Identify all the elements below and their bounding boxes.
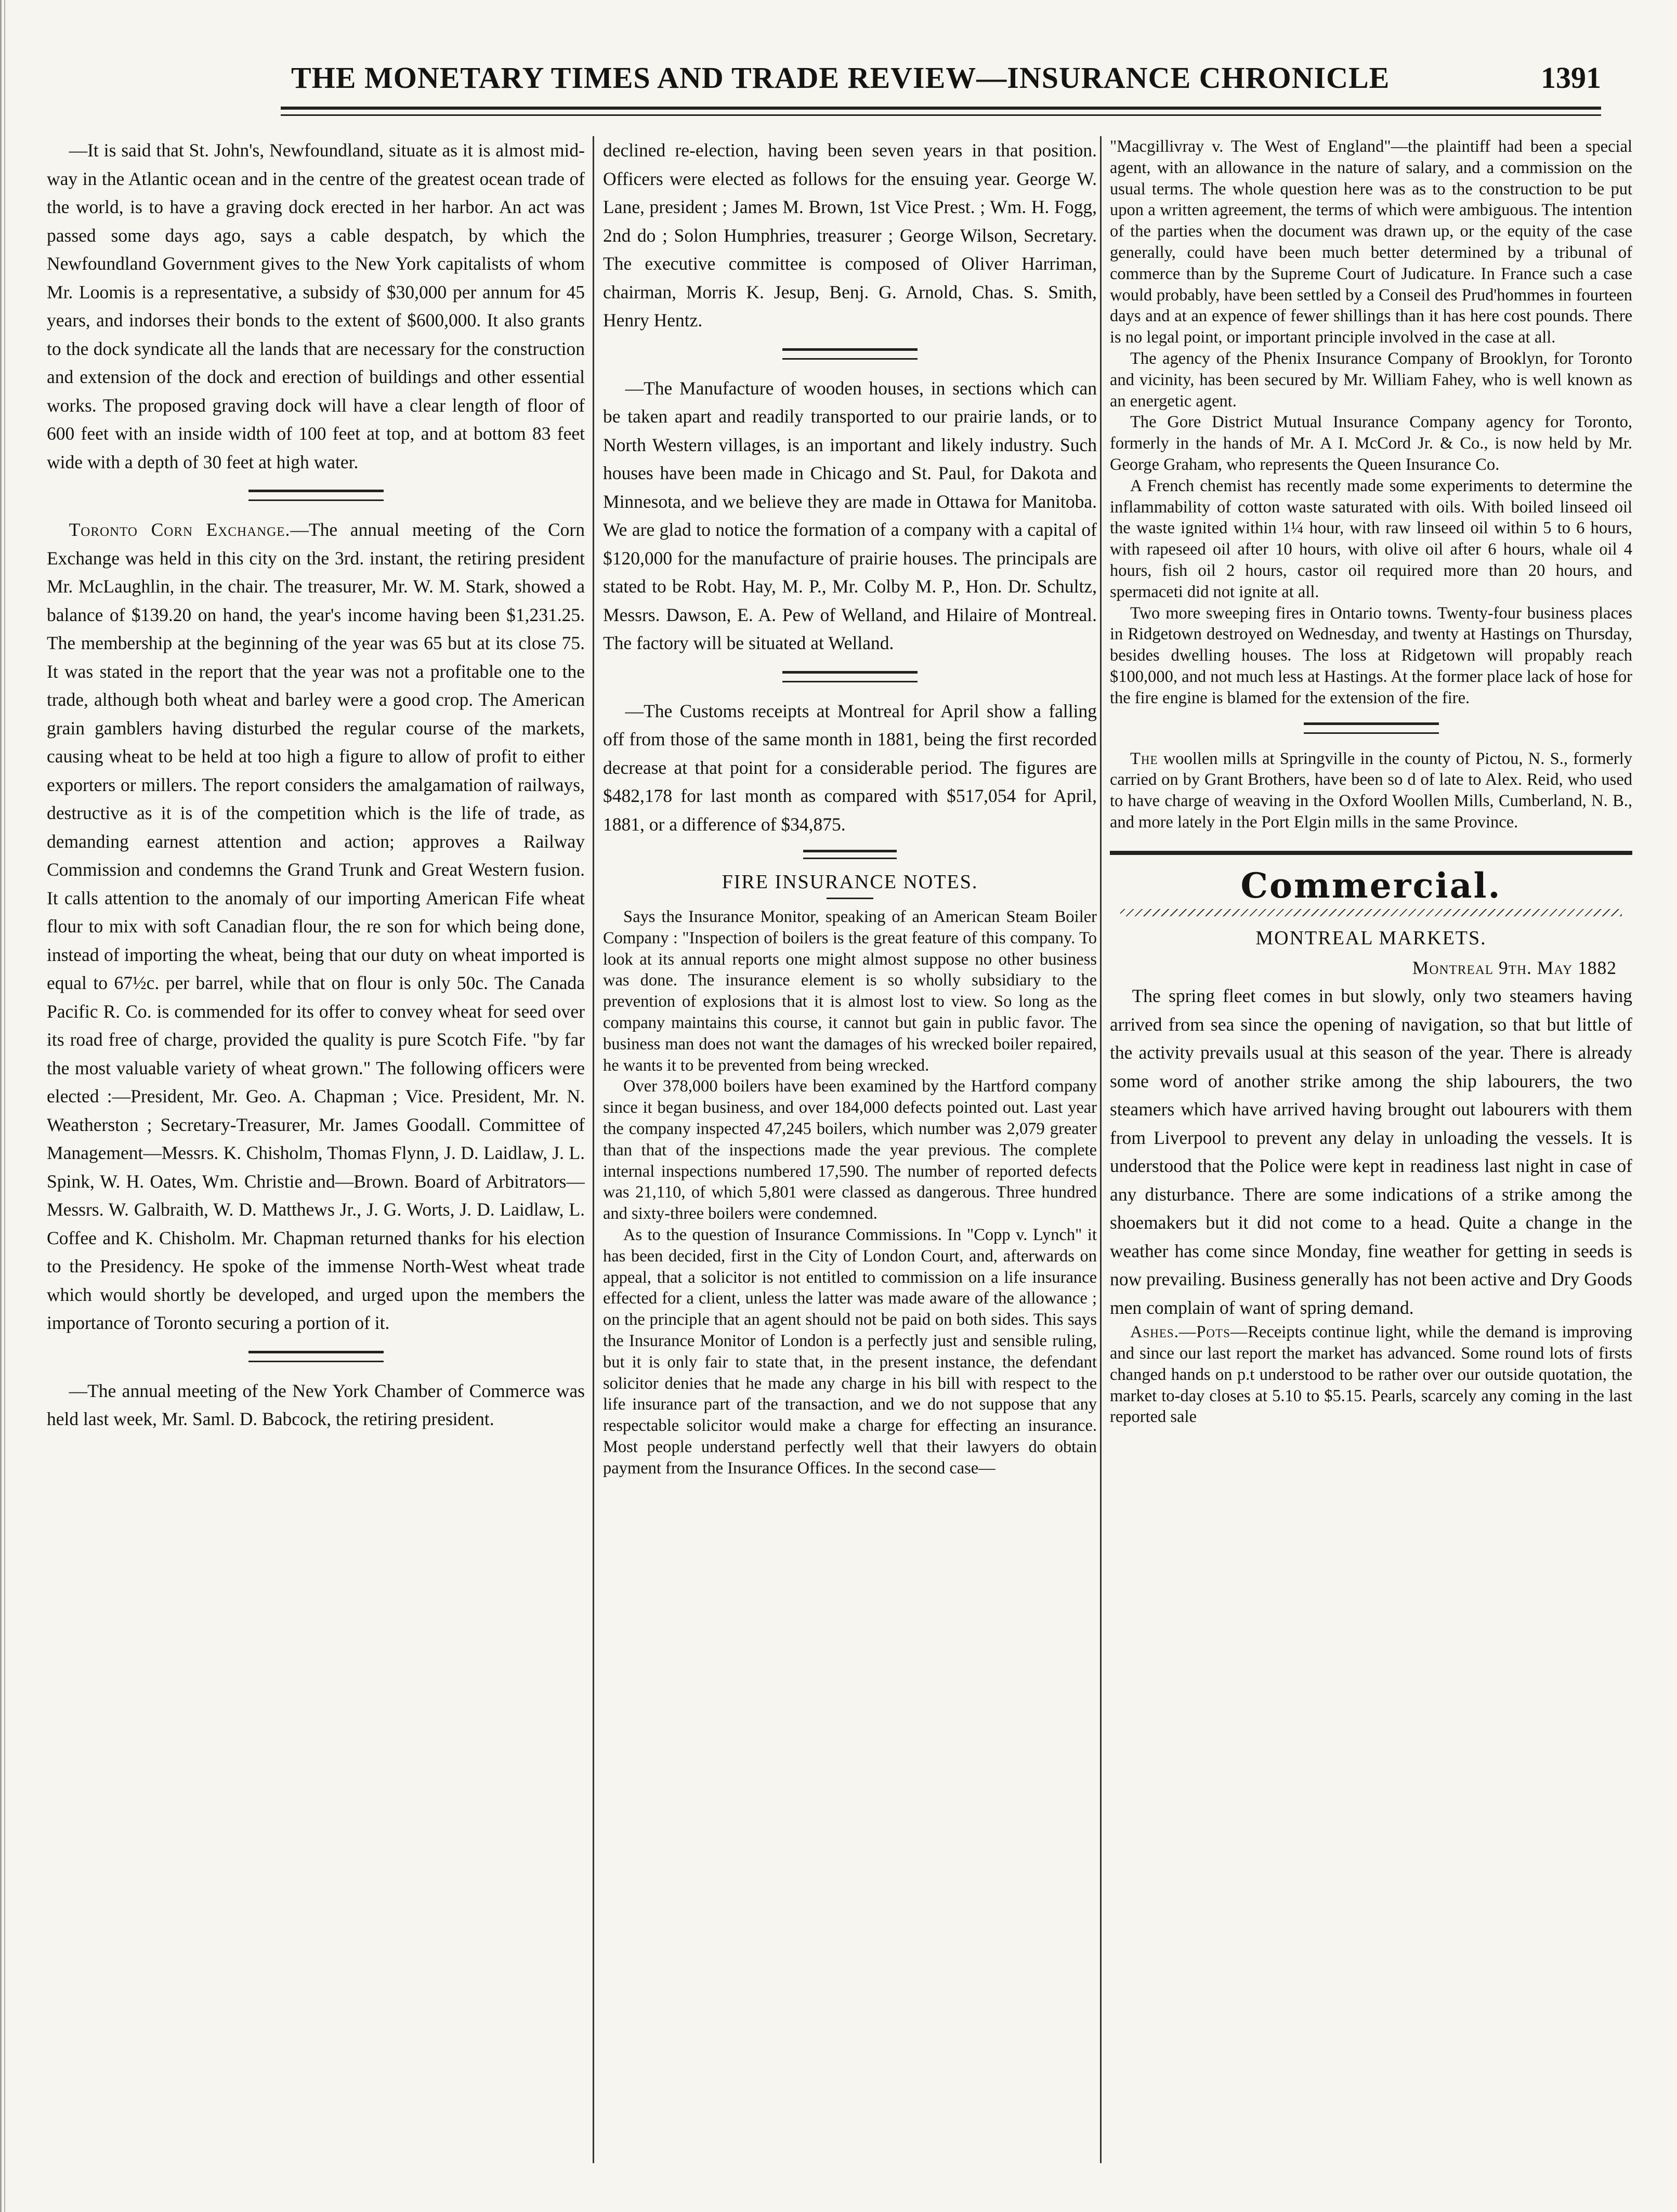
article-lead: The <box>1130 749 1158 768</box>
article-ashes <box>1110 1322 1632 1428</box>
section-heading-fire-insurance: FIRE INSURANCE NOTES. <box>722 871 978 893</box>
dateline: Montreal 9th. May 1882 <box>1412 957 1617 978</box>
article-insurance-commissions: As to the question of Insurance Commissions. In "Copp v. Lynch" it has been decided, first in the City of London Court, and, afterwards on appeal, that a solicitor is not entitled to commission on a life insurance effected for a client, unless the latter was made aware of the allowance ; on the principle that an agent should not be paid on both sides. This says the Insurance Monitor of London is a perfectly just and sensible ruling, but it is only fair to state that, in the present instance, the defendant solicitor denies that he made any charge in his bill with respect to the life insurance part of the transaction, and we do not suppose that any respectable solicitor would make a charge for effecting an insurance. Most people understand perfectly well that their lawyers do obtain payment from the Insurance Offices. In the second case— <box>603 1225 1097 1478</box>
separator-rule <box>1304 722 1439 734</box>
article-wooden-houses: —The Manufacture of wooden houses, in sections which can be taken apart and readily transported to our prairie lands, or to North Western villages, is an important and likely industry. Such houses have been made in Chicago and St. Paul, for Dakota and Minnesota, and we believe they are made in Ottawa for Manitoba. We are glad to notice the formation of a company with a capital of $120,000 for the manufacture of prairie houses. The principals are stated to be Robt. Hay, M. P., Mr. Colby M. P., Hon. Dr. Schultz, Messrs. Dawson, E. A. Pew of Welland, and Hilaire of Montreal. The factory will be situated at Welland. <box>603 377 1097 653</box>
article-steam-boiler: Says the Insurance Monitor, speaking of an American Steam Boiler Company : "Inspection of boilers is the great feature of this company. To look at its annual reports one might almost suppose no other business was done. The insurance element is so wholly subsidiary to the prevention of explosions that it is almost lost to view. So long as the company maintains this course, it cannot but gain in public favor. The business man does not want the damages of his wrecked boiler repaired, he wants it to be prevented from being wrecked. <box>603 907 1097 1075</box>
article-ny-chamber-continued: declined re-election, having been seven years in that position. Officers were elected as follows for the ensuing year. George W. Lane, president ; James M. Brown, 1st Vice Prest. ; Wm. H. Fogg, 2nd do ; Solon Humphries, treasurer ; George Wilson, Secretary. The executive committee is composed of Oliver Harriman, chairman, Morris K. Jesup, Benj. G. Arnold, Chas. S. Smith, Henry Hentz. <box>603 140 1097 331</box>
article-montreal-markets: The spring fleet comes in but slowly, only two steamers having arrived from sea since the opening of navigation, so that but little of the activity prevails usual at this season of the year. There is already some word of another strike among the ship labourers, the two steamers which have arrived having brought out labourers with them from Liverpool to prevent any delay in unloading the vessels. It is understood that the Police were kept in readiness last night in case of any disturbance. There are some indications of a strike among the shoemakers but it did not come to a head. Quite a change in the weather has come since Monday, fine weather for getting in seeds is now prevailing. Business generally has not been active and Dry Goods men complain of want of spring demand. <box>1110 985 1632 1318</box>
article-customs-receipts: —The Customs receipts at Montreal for April show a falling off from those of the same month in 1881, being the first recorded decrease at that point for a considerable period. The figures are $482,178 for last month as compared with $517,054 for April, 1881, or a difference of $34,875. <box>603 700 1097 835</box>
separator-rule <box>782 671 918 682</box>
column-3 <box>1110 136 1632 2184</box>
article-body: woollen mills at Springville in the county of Pictou, N. S., formerly carried on by Grant Brothers, have been so d of late to Alex. Reid, who used to have charge of weaving in the Oxford Woollen Mills, Cumberland, N. B., and more lately in the Port Elgin mills in the same Province. <box>1110 749 1632 832</box>
article-lead: Toronto Corn Exchange. <box>69 519 291 540</box>
column-divider <box>593 136 594 2163</box>
header-rule <box>281 107 1601 110</box>
column-1 <box>47 136 585 2184</box>
article-gore-district: The Gore District Mutual Insurance Company agency for Toronto, formerly in the hands of Mr. A I. McCord Jr. & Co., is now held by Mr. George Graham, who represents the Queen Insurance Co. <box>1110 413 1632 474</box>
column-2 <box>603 136 1097 2184</box>
binding-edge <box>0 0 14 2212</box>
article-body: —The annual meeting of the Corn Exchange was held in this city on the 3rd. instant, the retiring president Mr. McLaughlin, in the chair. The treasurer, Mr. W. M. Stark, showed a balance of $139.20 on hand, the year's income having been $1,231.25. The membership at the beginning of the year was 65 but at its close 75. It was stated in the report that the year was not a profitable one to the trade, although both wheat and barley were a good crop. The American grain gamblers having disturbed the regular course of the markets, causing wheat to be held at too high a figure to allow of profit to either exporters or millers. The report considers the amalgamation of railways, destructive as it is of the competition which is the life of trade, as demanding earnest attention and action; approves a Railway Commission and condemns the Grand Trunk and Great Western fusion. It calls attention to the anomaly of our importing American Fife wheat flour to mix with soft Canadian flour, the re son for which being done, instead of importing the wheat, being that our duty on wheat imported is equal to 67½c. per barrel, while that on flour is only 50c. The Canada Pacific R. Co. is commended for its offer to convey wheat for seed over its road free of charge, provided the quality is pure Scotch Fife. "by far the most valuable variety of wheat grown." The following officers were elected :—President, Mr. Geo. A. Chapman ; Vice. President, Mr. N. Weatherston ; Secretary-Treasurer, Mr. James Goodall. Committee of Management—Messrs. K. Chisholm, Thomas Flynn, J. D. Laidlaw, J. L. Spink, W. H. Oates, Wm. Christie and—Brown. Board of Arbitrators—Messrs. W. Galbraith, W. D. Matthews Jr., J. G. Worts, J. D. Laidlaw, L. Coffee and K. Chisholm. Mr. Chapman returned thanks for his election to the Presidency. He spoke of the immense North-West wheat trade which would shortly be developed, and urged upon the members the importance of Toronto securing a portion of it. <box>47 519 585 1333</box>
heading-rule <box>827 898 873 899</box>
markets-heading: MONTREAL MARKETS. <box>1255 927 1487 949</box>
article-cotton-waste: A French chemist has recently made some experiments to determine the inflammability of cotton waste saturated with oils. With boiled linseed oil the waste ignited within 1¼ hour, with raw linseed oil within 5 to 6 hours, with rapeseed oil after 10 hours, with olive oil after 6 hours, whale oil 4 hours, fish oil 2 hours, castor oil required more than 20 hours, and spermaceti did not ignite at all. <box>1110 476 1632 601</box>
article-ontario-fires: Two more sweeping fires in Ontario towns. Twenty-four business places in Ridgetown destroyed on Wednesday, and twenty at Hastings on Thursday, besides dwelling houses. The loss at Ridgetown will propably reach $100,000, and not much less at Hastings. At the former place lack of hose for the fire engine is blamed for the extension of the fire. <box>1110 603 1632 707</box>
header-rule-thin <box>281 114 1601 116</box>
article-corn-exchange <box>47 516 585 1337</box>
article-graving-dock: —It is said that St. John's, Newfoundland, situate as it is almost mid-way in the Atlantic ocean and in the centre of the greatest ocean trade of the world, is to have a graving dock erected in her harbor. An act was passed some days ago, says a cable despatch, by which the Newfoundland Government gives to the New York capitalists of whom Mr. Loomis is a representative, a subsidy of $30,000 per annum for 45 years, and indorses their bonds to the extent of $600,000. It also grants to the dock syndicate all the lands that are necessary for the construction and extension of the dock and erection of buildings and other essential works. The proposed graving dock will have a clear length of floor of 600 feet with an inside width of 100 feet at top, and at bottom 83 feet wide with a depth of 30 feet at high water. <box>47 140 585 472</box>
article-lead: Ashes.—Pots— <box>1130 1323 1248 1342</box>
article-woollen-mills <box>1110 748 1632 833</box>
section-rule <box>1110 851 1632 855</box>
article-macgillivray: "Macgillivray v. The West of England"—the plaintiff had been a special agent, with an allowance in the nature of salary, and a commission on the usual terms. The whole question here was as to the construction to be put upon a written agreement, the terms of which were ambiguous. The intention of the parties when the document was drawn up, or the equity of the case generally, could have been much better determined by a tribunal of commerce than by the Supreme Court of Judicature. In France such a case would probably, have been settled by a Conseil des Prud'hommes in fourteen days and at an expence of fewer shillings than it has here cost pounds. There is no legal point, or important principle involved in the case at all. <box>1110 137 1632 347</box>
article-ny-chamber: —The annual meeting of the New York Chamber of Commerce was held last week, Mr. Saml. D. Babcock, the retiring president. <box>47 1380 585 1429</box>
running-title: THE MONETARY TIMES AND TRADE REVIEW—INSURANCE CHRONICLE <box>291 61 1390 95</box>
separator-rule <box>248 490 384 501</box>
article-phenix-agency: The agency of the Phenix Insurance Company of Brooklyn, for Toronto and vicinity, has been secured by Mr. William Fahey, who is well known as an energetic agent. <box>1110 349 1632 411</box>
article-hartford-boilers: Over 378,000 boilers have been examined by the Hartford company since it began business, and over 184,000 defects pointed out. Last year the company inspected 47,245 boilers, which number was 2,079 greater than that of the inspections made the year previous. The complete internal inspections numbered 17,590. The number of reported defects was 21,110, of which 5,801 were classed as dangerous. Three hundred and sixty-three boilers were condemned. <box>603 1077 1097 1223</box>
page-header <box>270 58 1601 110</box>
page-number: 1391 <box>1541 61 1601 95</box>
ornamental-rule <box>1120 909 1622 916</box>
separator-rule <box>803 850 897 859</box>
section-title-commercial: Commercial. <box>1240 865 1502 906</box>
article-body: Receipts continue light, while the demand is improving and since our last report the market has advanced. Some round lots of firsts changed hands on p.t understood to be rather over our outside quotation, the market to-day closes at 5.10 to $5.15. Pearls, scarcely any coming in the last reported sale <box>1110 1323 1632 1427</box>
separator-rule <box>248 1351 384 1362</box>
separator-rule <box>782 348 918 360</box>
column-divider <box>1100 136 1102 2163</box>
